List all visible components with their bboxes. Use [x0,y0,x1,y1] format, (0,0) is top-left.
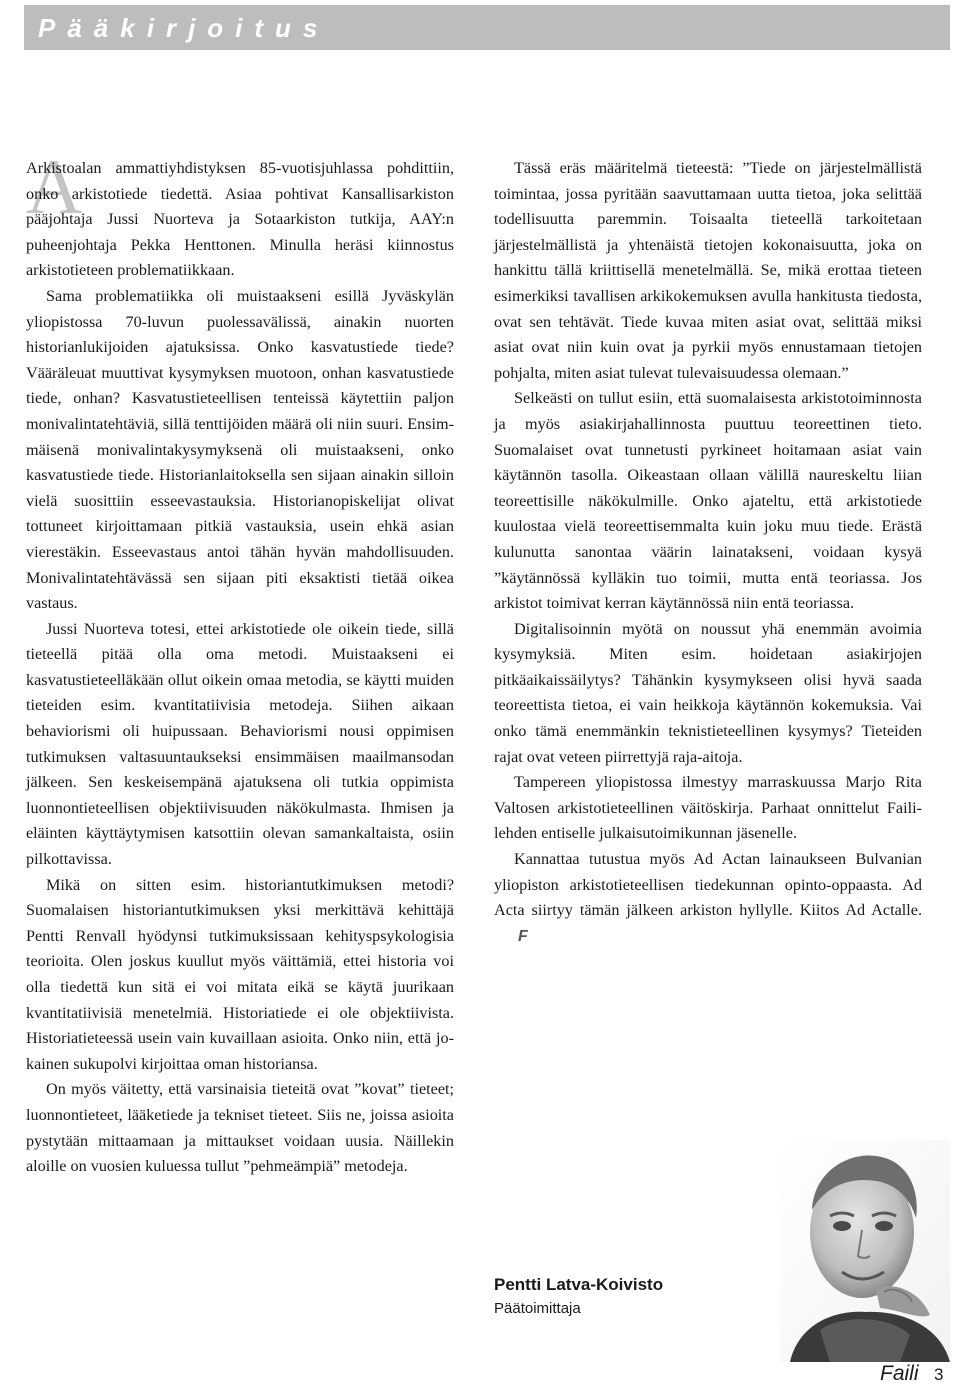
article-column-left [26,156,454,1180]
article-paragraph: Jussi Nuorteva totesi, ettei arkistotiede ole oikein tiede, sillä tieteellä pitää olla oma metodi. Muistaakseni ei kasvatustieteelläkään ollut oikein omaa metodia, se käytti muiden tieteiden esim. kvantitatiivisia metodeja. Siihen aikaan behaviorismi oli huipussaan. Behaviorismi nousi oppimisen tutkimuksen valtasuuntaukseksi ensimmäisen maailmansodan jälkeen. Sen keskeisempänä ajatuksena oli tutkia oppimista luonnontieteellisen objektiivisuuden näkökulmasta. Ihmisen ja eläinten käyttäytymisen katsottiin olevan samankaltaista, osiin pilkottavissa. [26,619,454,869]
article-paragraph: On myös väitetty, että varsinaisia tieteitä ovat ”kovat” tieteet; luonnontieteet, lääketiede ja tekniset tieteet. Siis ne, joissa asioita pystytään mittaamaan ja mittaukset voidaan uusia. Näillekin aloille on vuosien kuluessa tullut ”pehmeämpiä” metodeja. [26,1080,454,1176]
author-role: Päätoimittaja [494,1300,581,1317]
drop-cap: A [26,143,83,230]
article-paragraph: Digitalisoinnin myötä on noussut yhä enemmän avoimia kysymyksiä. Miten esim. hoidetaan asiakirjojen pitkäaikaissäilytys? Tähänkin kysymykseen olisi hyvä saada teoreettista tietoa, ei vain heikkoja käytännön kokemuksia. Vai onko tämä enemmänkin teknistieteellinen kysymys? Tieteiden rajat ovat veteen piirrettyjä raja-aitoja. [494,619,922,766]
portrait-image [780,1140,950,1362]
article-paragraph: Kannattaa tutustua myös Ad Actan lainaukseen Bulvanian yliopiston arkistotieteellisen tiedekunnan opinto-oppaasta. Ad Acta siirtyy tämän jälkeen arkiston hyllylle. Kiitos Ad Actalle.F [494,847,922,949]
article-paragraph: Sama problematiikka oli muistaakseni esillä Jyväskylän yliopistossa 70-luvun puolessavälissä, ainakin nuorten historianlukijoiden ajatuksissa. Onko kasvatustiede tiede? Vääräleuat muuttivat kysymyksen muotoon, onhan kasvatustiede tiede, onhan? Kasvatustieteellisen tenteissä käytettiin paljon monivalintatehtäviä, sillä tenttijöiden määrä oli niin suuri. Ensimmäisenä monivalintakysymyksenä oli muistaakseni, onko kasvatustiede tiede. Historianlaitoksella sen sijaan ainakin silloin vielä suosittiin esseevastauksia. Historianopiskelijat olivat tottuneet kirjoittamaan pitkiä vastauksia, usein ehkä asian vierestäkin. Esseevastaus antoi tähän hyvän mahdollisuuden. Monivalintatehtävässä sen sijaan piti eksaktisti tietää oikea vastaus. [26,286,454,613]
article-paragraph: Tampereen yliopistossa ilmestyy marraskuussa Marjo Rita Valtosen arkistotieteellinen väitöskirja. Parhaat onnittelut Faili-lehden entiselle julkaisutoimikunnan jäsenelle. [494,773,922,843]
section-title: Pääkirjoitus [38,13,330,43]
article-paragraph: Arkistoalan ammattiyhdistyksen 85-vuotisjuhlassa pohdittiin, onko arkistotiede tiedettä. Asiaa pohtivat Kansallisarkiston pääjohtaja Jussi Nuorteva ja Sotaarkiston tutkija, AAY:n puheenjohtaja Pekka Henttonen. Minulla heräsi kiinnostus arkistotieteen problematiikkaan. [26,159,454,280]
header-bar [24,5,950,50]
article-paragraph: Tässä eräs määritelmä tieteestä: ”Tiede on järjestelmällistä toimintaa, jossa pyritään saavuttamaan uutta tietoa, joka selittää todellisuutta paremmin. Toisaalta tieteellä tarkoitetaan järjestelmällistä ja yhtenäistä tietojen kokonaisuutta, joka on hankittu tällä kriittisellä menetelmällä. Se, mikä erottaa tieteen esimerkiksi tavallisen arkikokemuksen avulla hankitusta tiedosta, ovat sen tehtävät. Tiede kuvaa miten asiat ovat, selittää miksi asiat ovat niin kuin ovat ja pyrkii myös ennustamaan tietojen pohjalta, miten asiat tulevat tulevaisuudessa olemaan.” [494,159,922,382]
magazine-name: Faili [880,1362,919,1385]
author-name: Pentti Latva-Koivisto [494,1275,664,1294]
article-paragraph: Mikä on sitten esim. historiantutkimuksen metodi? Suomalaisen historiantutkimuksen yksi merkittävä kehittäjä Pentti Renvall hyödynsi tutkimuksissaan kehityspsykologisia teorioita. Olen joskus kuullut myös väittämiä, ettei historia voi olla tiedettä kun sitä ei voi mitata eikä se käytä juurikaan kvantitatiivisiä menetelmiä. Historiatiede ei ole objektiivista. Historiatieteessä usein vain kuvaillaan asioita. Onko niin, että jokainen sukupolvi kirjoittaa oman historiansa. [26,875,454,1073]
author-portrait [780,1140,950,1362]
article-paragraph: Selkeästi on tullut esiin, että suomalaisesta arkistotoiminnosta ja myös asiakirjahallinnosta puuttuu teoreettinen tieto. Suomalaiset ovat tunnetusti pyrkineet hoitamaan asiat vain käytännön tasolla. Oikeastaan ollaan välillä naureskeltu liian teoreettisille näkökulmille. Onko ajateltu, että arkistotiede kuulostaa vielä teoreettisemmalta kuin joku muu tiede. Erästä kulunutta sanontaa väärin lainatakseni, voidaan kysyä ”käytännössä kylläkin tuo toimii, mutta entä teoriassa. Jos arkistot toimivat kerran käytännössä niin entä teoriassa. [494,389,922,613]
page-number: 3 [934,1365,944,1384]
end-mark-icon: F [518,927,528,945]
article-column-right [494,156,922,949]
